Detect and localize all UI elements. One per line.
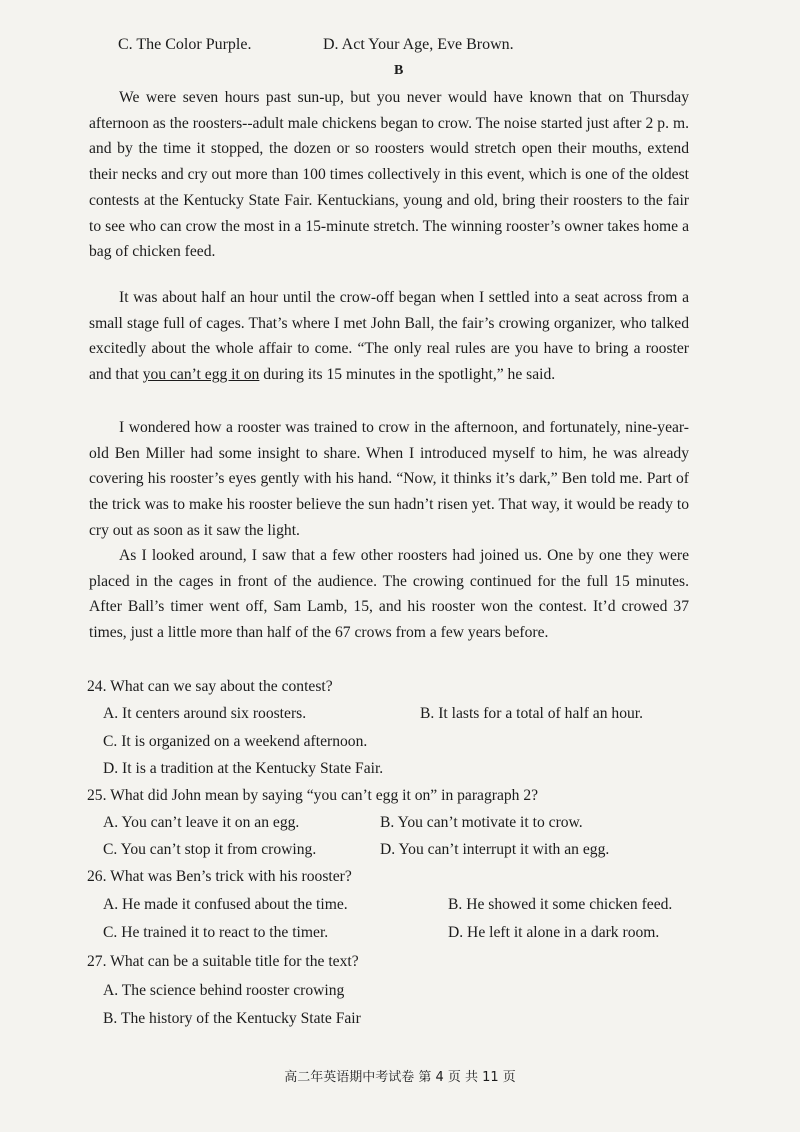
paragraph-2-text-start: It was about half an hour until the crow-off began when I settled into a seat across from a small stage full of cages. That’s where I met John Ball, the fair’s crowing organizer, who talked excitedly about the whole affair to come. “The only real rules are you have to bring a rooster and that: [89, 289, 689, 384]
paragraph-2-text-end: during its 15 minutes in the spotlight,” he said.: [259, 366, 556, 384]
prev-option-c: C. The Color Purple.: [118, 36, 252, 53]
passage-paragraph-2: [89, 285, 689, 388]
question-24-stem: 24. What can we say about the contest?: [87, 678, 333, 695]
question-26-option-d: D. He left it alone in a dark room.: [448, 924, 660, 941]
passage-paragraph-3: I wondered how a rooster was trained to crow in the afternoon, and fortunately, nine-year-old Ben Miller had some insight to share. When I introduced myself to him, he was already covering his rooster’s eyes gently with his hand. “Now, it thinks it’s dark,” Ben told me. Part of the trick was to make his rooster believe the sun hadn’t risen yet. That way, it would be ready to cry out as soon as it saw the light.: [89, 419, 689, 539]
question-26-stem: 26. What was Ben’s trick with his rooster?: [87, 868, 352, 885]
passage-paragraph-4: As I looked around, I saw that a few other roosters had joined us. One by one they were placed in the cages in front of the audience. The crowing continued for the full 15 minutes. After Ball’s timer went off, Sam Lamb, 15, and his rooster won the contest. It’d crowed 37 times, just a little more than half of the 67 crows from a few years before.: [89, 547, 689, 642]
passage-paragraph-1: We were seven hours past sun-up, but you never would have known that on Thursday afternoon as the roosters--adult male chickens began to crow. The noise started just after 2 p. m. and by the time it stopped, the dozen or so roosters would stretch open their mouths, extend their necks and cry out more than 100 times collectively in this event, which is one of the oldest contests at the Kentucky State Fair. Kentuckians, young and old, bring their roosters to the fair to see who can crow the most in a 15-minute stretch. The winning rooster’s owner takes home a bag of chicken feed.: [89, 89, 689, 261]
question-27-stem: 27. What can be a suitable title for the text?: [87, 953, 359, 970]
question-26-option-a: A. He made it confused about the time.: [103, 896, 348, 913]
question-26-option-c: C. He trained it to react to the timer.: [103, 924, 329, 941]
question-26-option-b: B. He showed it some chicken feed.: [448, 896, 673, 913]
question-27-option-b: B. The history of the Kentucky State Fair: [103, 1010, 361, 1027]
question-25-stem: 25. What did John mean by saying “you can’t egg it on” in paragraph 2?: [87, 787, 539, 804]
question-25-option-b: B. You can’t motivate it to crow.: [380, 814, 583, 831]
question-27-option-a: A. The science behind rooster crowing: [103, 982, 345, 999]
question-24-option-b: B. It lasts for a total of half an hour.: [420, 705, 644, 722]
prev-option-d: D. Act Your Age, Eve Brown.: [323, 36, 514, 53]
question-24-option-c: C. It is organized on a weekend afternoon.: [103, 733, 368, 750]
question-25-option-d: D. You can’t interrupt it with an egg.: [380, 841, 610, 858]
question-25-option-a: A. You can’t leave it on an egg.: [103, 814, 300, 831]
section-heading: B: [394, 63, 404, 78]
question-24-option-a: A. It centers around six roosters.: [103, 705, 307, 722]
underlined-phrase: you can’t egg it on: [142, 366, 260, 384]
question-25-option-c: C. You can’t stop it from crowing.: [103, 841, 317, 858]
question-24-option-d: D. It is a tradition at the Kentucky State Fair.: [103, 760, 384, 777]
page-footer: 高二年英语期中考试卷 第 4 页 共 11 页: [284, 1070, 516, 1085]
